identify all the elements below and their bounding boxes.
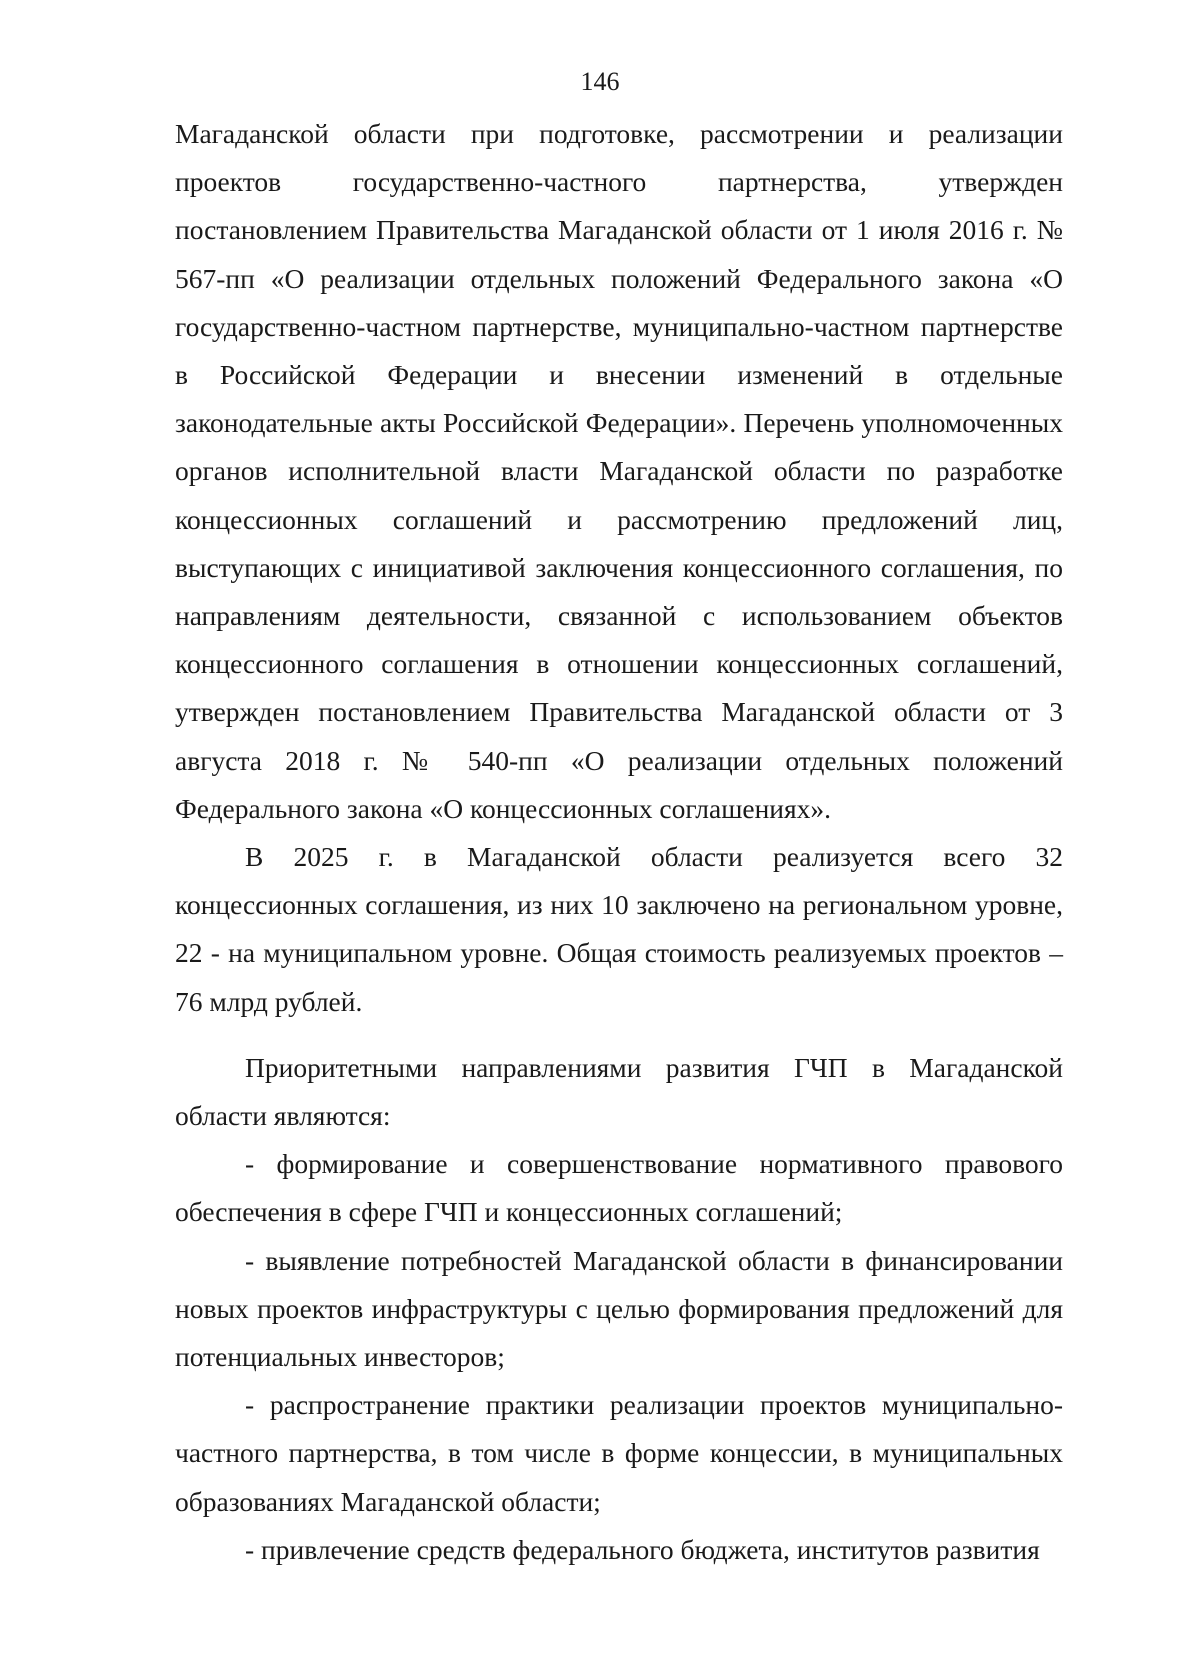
document-body bbox=[175, 110, 1063, 1574]
page-number: 146 bbox=[580, 67, 620, 96]
list-item-municipal-partnership: - распространение практики реализации проектов муниципально-частного партнерства, в том числе в форме концессии, в муниципальных образованиях Магаданской области; bbox=[175, 1389, 1063, 1517]
list-item-federal-funds: - привлечение средств федерального бюджета, институтов развития bbox=[245, 1533, 1040, 1565]
list-item-infrastructure-needs: - выявление потребностей Магаданской области в финансировании новых проектов инфраструктуры с целью формирования предложений для потенциальных инвесторов; bbox=[175, 1244, 1063, 1373]
paragraph-concessions-2025: В 2025 г. в Магаданской области реализуется всего 32 концессионных соглашения, из них 10 заключено на региональном уровне, 22 - на муниципальном уровне. Общая стоимость реализуемых проектов – 76 млрд рублей. bbox=[175, 841, 1063, 1017]
paragraph-priorities-intro: Приоритетными направлениями развития ГЧП в Магаданской области являются: bbox=[175, 1051, 1063, 1132]
list-item-regulatory-support: - формирование и совершенствование нормативного правового обеспечения в сфере ГЧП и концессионных соглашений; bbox=[175, 1148, 1063, 1228]
paragraph-regulations: Магаданской области при подготовке, рассмотрении и реализации проектов государственно-частного партнерства, утвержден постановлением Правительства Магаданской области от 1 июля 2016 г. № 567-пп «О реализации отдельных положений Федерального закона «О государственно-частном партнерстве, муниципально-частном партнерстве в Российской Федерации и внесении изменений в отдельные законодательные акты Российской Федерации». Перечень уполномоченных органов исполнительной власти Магаданской области по разработке концессионных соглашений и рассмотрению предложений лиц, выступающих с инициативой заключения концессионного соглашения, по направлениям деятельности, связанной с использованием объектов концессионного соглашения в отношении концессионных соглашений, утвержден постановлением Правительства Магаданской области от 3 августа 2018 г. № 540-пп «О реализации отдельных положений Федерального закона «О концессионных соглашениях». bbox=[175, 118, 1063, 824]
